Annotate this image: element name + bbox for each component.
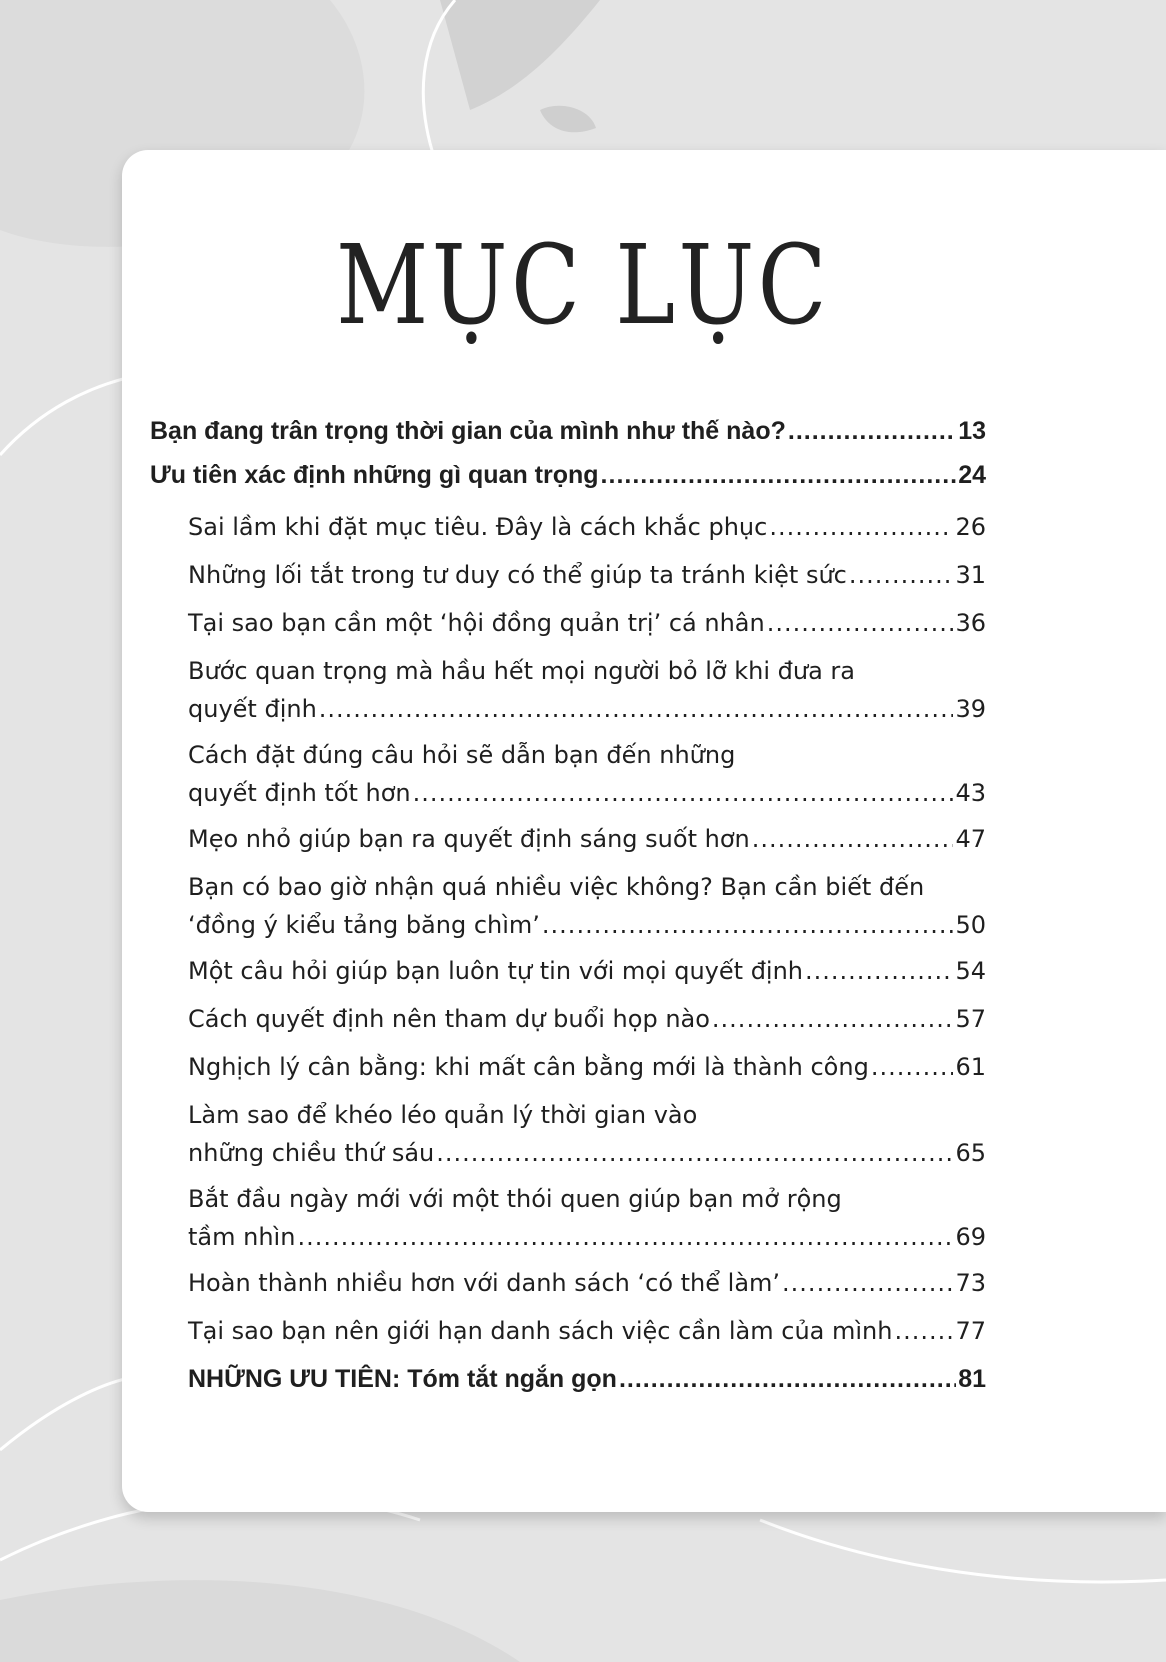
toc-entry-row [188,1048,986,1086]
toc-entry-title-line: Cách đặt đúng câu hỏi sẽ dẫn bạn đến những [188,741,736,769]
dot-leader [319,690,954,728]
toc-entry[interactable] [188,556,986,594]
toc-entry-page-number: 47 [955,825,986,853]
dot-leader [297,1218,953,1256]
toc-entry-title: Mẹo nhỏ giúp bạn ra quyết định sáng suốt hơn [188,825,750,853]
toc-entry-row [188,952,986,990]
toc-entry-title: Ưu tiên xác định những gì quan trọng [150,461,599,489]
toc-entry[interactable] [150,456,986,494]
dot-leader [871,1048,954,1086]
toc-entry[interactable] [188,1264,986,1302]
toc-entry-row [188,1264,986,1302]
toc-entry-page-number: 57 [955,1005,986,1033]
toc-entry[interactable] [188,736,986,812]
toc-entry[interactable] [188,820,986,858]
dot-leader [769,508,953,546]
toc-entry-title: Cách quyết định nên tham dự buổi họp nào [188,1005,710,1033]
toc-entry[interactable] [150,412,986,450]
toc-entry-page-number: 43 [955,779,986,807]
toc-entry-title: Những lối tắt trong tư duy có thể giúp ta tránh kiệt sức [188,561,847,589]
toc-entry[interactable] [188,1048,986,1086]
toc-entry[interactable] [188,1312,986,1350]
toc-entry-row [150,456,986,494]
toc-entry-title: Tại sao bạn nên giới hạn danh sách việc cần làm của mình [188,1317,893,1345]
toc-entry[interactable] [188,604,986,642]
dot-leader [894,1312,953,1350]
toc-entry-row [188,1134,986,1172]
dot-leader [805,952,953,990]
dot-leader [849,556,954,594]
toc-entry-title: Hoàn thành nhiều hơn với danh sách ‘có thể làm’ [188,1269,781,1297]
toc-entry[interactable] [188,508,986,546]
toc-entry-row [188,906,986,944]
toc-entry-page-number: 81 [958,1365,986,1393]
toc-entry-title: quyết định tốt hơn [188,779,411,807]
toc-entry-title-line: Bạn có bao giờ nhận quá nhiều việc không? Bạn cần biết đến [188,873,925,901]
dot-leader [619,1360,956,1398]
toc-entry[interactable] [188,952,986,990]
dot-leader [712,1000,954,1038]
toc-entry-row [150,412,986,450]
toc-entry-title: Một câu hỏi giúp bạn luôn tự tin với mọi quyết định [188,957,804,985]
page-title: MỤC LỤC [336,221,830,349]
toc-entry-row [188,508,986,546]
toc-entry-page-number: 61 [955,1053,986,1081]
toc-entry-row [188,820,986,858]
toc-entry-title: ‘đồng ý kiểu tảng băng chìm’ [188,911,540,939]
toc-entry[interactable] [188,652,986,728]
toc-entry-title: NHỮNG ƯU TIÊN: Tóm tắt ngắn gọn [188,1365,617,1393]
dot-leader [601,456,957,494]
dot-leader [782,1264,953,1302]
toc-entry[interactable] [188,1360,986,1398]
toc-entry-row [188,690,986,728]
toc-entry[interactable] [188,868,986,944]
toc-entry-title: Tại sao bạn cần một ‘hội đồng quản trị’ cá nhân [188,609,765,637]
toc-entry[interactable] [188,1000,986,1038]
toc-entry-title: Sai lầm khi đặt mục tiêu. Đây là cách khắc phục [188,513,768,541]
toc-entry-title: Nghịch lý cân bằng: khi mất cân bằng mới là thành công [188,1053,869,1081]
toc-entry-page-number: 39 [955,695,986,723]
toc-entry-page-number: 26 [955,513,986,541]
toc-entry-title-line: Bắt đầu ngày mới với một thói quen giúp bạn mở rộng [188,1185,842,1213]
toc-entry-row [188,1218,986,1256]
toc-entry-title: Bạn đang trân trọng thời gian của mình như thế nào? [150,417,786,445]
dot-leader [413,774,954,812]
toc-entry-row [188,774,986,812]
toc-entry-title: quyết định [188,695,317,723]
toc-entry-row [188,1312,986,1350]
toc-entry-page-number: 54 [955,957,986,985]
toc-entry-title-line: Làm sao để khéo léo quản lý thời gian vào [188,1101,698,1129]
toc-entry-row [188,604,986,642]
toc-entry-title: tầm nhìn [188,1223,296,1251]
toc-entry-page-number: 65 [955,1139,986,1167]
toc-entry-page-number: 77 [955,1317,986,1345]
toc-entry-page-number: 50 [955,911,986,939]
dot-leader [788,412,956,450]
toc-entry-row [188,1000,986,1038]
toc-entry-page-number: 13 [958,417,986,445]
toc-entry-title: những chiều thứ sáu [188,1139,435,1167]
toc-entry-page-number: 73 [955,1269,986,1297]
dot-leader [767,604,954,642]
dot-leader [752,820,954,858]
toc-entry-page-number: 24 [958,461,986,489]
toc-entry-page-number: 31 [955,561,986,589]
toc-entry-row [188,556,986,594]
toc-entry-page-number: 69 [955,1223,986,1251]
toc-entry-title-line: Bước quan trọng mà hầu hết mọi người bỏ lỡ khi đưa ra [188,657,855,685]
toc-entry[interactable] [188,1180,986,1256]
dot-leader [436,1134,953,1172]
toc-entry-row [188,1360,986,1398]
toc-entry[interactable] [188,1096,986,1172]
dot-leader [542,906,954,944]
toc-entry-page-number: 36 [955,609,986,637]
